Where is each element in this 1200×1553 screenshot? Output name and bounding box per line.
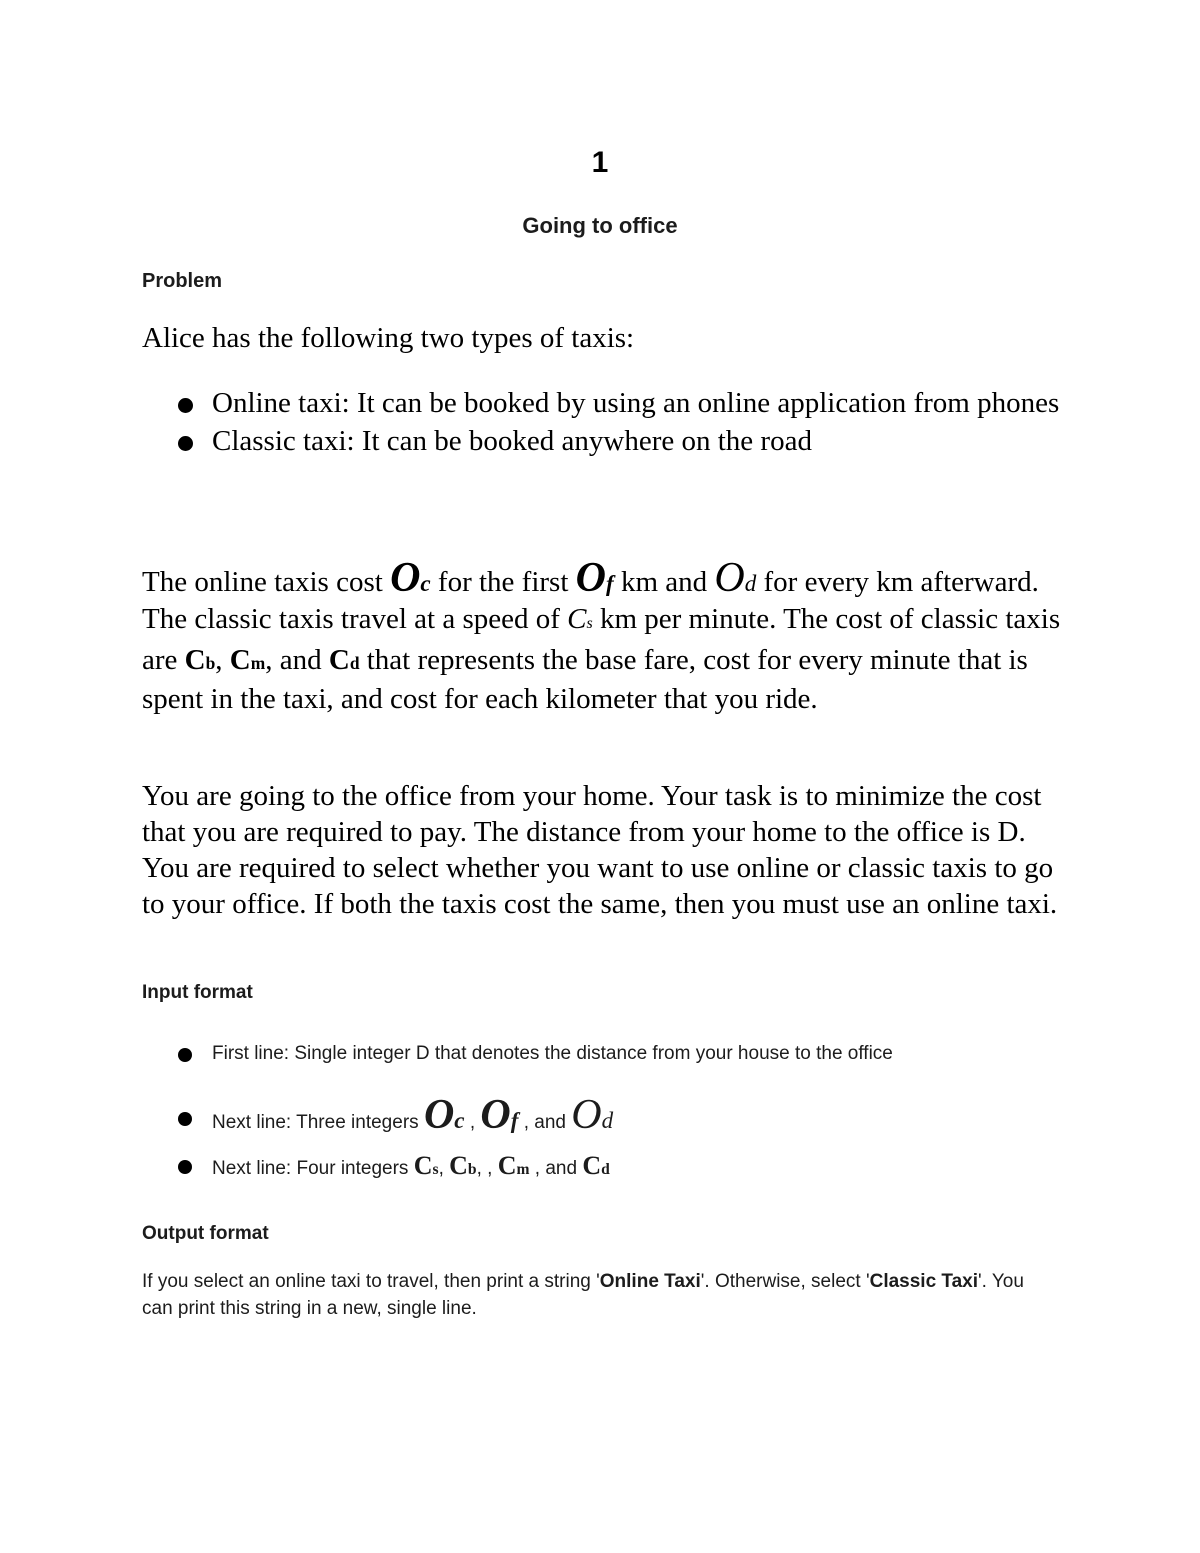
classic-taxi-string: Classic Taxi	[869, 1271, 979, 1292]
list-item	[142, 422, 1072, 460]
cost-paragraph	[142, 555, 1072, 717]
online-taxi-string: Online Taxi	[599, 1271, 701, 1292]
symbol-cm: Cm	[497, 1151, 530, 1180]
list-item	[142, 1148, 1072, 1188]
page-number: 1	[591, 146, 609, 179]
text-run: ,	[464, 1112, 481, 1133]
symbol-of: Of	[480, 1092, 519, 1138]
text-run: '. Otherwise, select '	[700, 1271, 870, 1292]
list-item	[142, 384, 1072, 422]
text-run: for every km afterward. The classic taxis travel at a speed of	[142, 566, 1039, 635]
text-run: , ,	[476, 1158, 498, 1179]
text-run: If you select an online taxi to travel, then print a string '	[142, 1271, 600, 1292]
symbol-cd: Cd	[328, 644, 360, 676]
symbol-cm: Cm	[229, 644, 266, 676]
taxi-type-online: Online taxi: It can be booked by using an online application from phones	[212, 387, 1060, 419]
text-run: , and	[518, 1112, 572, 1133]
list-item	[142, 1090, 1072, 1148]
list-item	[142, 1040, 1072, 1068]
text-run: , and	[529, 1158, 583, 1179]
output-format-heading: Output format	[142, 1223, 269, 1244]
problem-heading: Problem	[142, 270, 223, 292]
text-run: km per minute. The cost of classic taxis are	[142, 603, 1061, 676]
bullet-icon	[178, 436, 193, 451]
symbol-cs: Cs	[413, 1151, 439, 1180]
text-run: ,	[215, 644, 230, 676]
text-run: that represents the base fare, cost for every minute that is spent in the taxi, and cost for each kilometer that you ride.	[142, 644, 1028, 715]
bullet-icon	[178, 1048, 192, 1062]
input-line-1: First line: Single integer D that denotes the distance from your house to the office	[212, 1043, 893, 1064]
task-paragraph: You are going to the office from your home. Your task is to minimize the cost that you are required to pay. The distance from your home to the office is D. You are required to select whether you want to use online or classic taxis to go to your office. If both the taxis cost the same, then you must use an online taxi.	[142, 780, 1058, 920]
symbol-od: Od	[714, 555, 757, 601]
text-run: '. You can print this string in a new, single line.	[142, 1271, 1024, 1319]
symbol-oc: Oc	[390, 555, 431, 601]
symbol-cs: Cs	[567, 603, 593, 635]
symbol-od: Od	[571, 1092, 614, 1138]
intro-text: Alice has the following two types of taxis:	[142, 322, 635, 354]
input-format-list	[142, 1040, 1072, 1188]
text-run: , and	[265, 644, 329, 676]
text-run: ,	[438, 1158, 450, 1179]
input-line-3-prefix: Next line: Four integers	[212, 1158, 414, 1179]
input-line-2-prefix: Next line: Three integers	[212, 1112, 424, 1133]
symbol-oc: Oc	[423, 1092, 465, 1138]
taxi-type-classic: Classic taxi: It can be booked anywhere on the road	[212, 425, 812, 457]
symbol-cb: Cb	[449, 1151, 477, 1180]
text-run: km and	[613, 566, 715, 598]
symbol-cb: Cb	[184, 644, 216, 676]
input-format-heading: Input format	[142, 982, 253, 1003]
text-run: for the first	[430, 566, 576, 598]
output-format-paragraph	[142, 1268, 1042, 1322]
page-title: Going to office	[522, 213, 678, 238]
bullet-icon	[178, 1112, 192, 1126]
symbol-cd: Cd	[582, 1151, 610, 1180]
text-run: The online taxis cost	[142, 566, 391, 598]
symbol-of: Of	[575, 555, 614, 601]
bullet-icon	[178, 1160, 192, 1174]
taxi-types-list	[142, 384, 1072, 460]
bullet-icon	[178, 398, 193, 413]
